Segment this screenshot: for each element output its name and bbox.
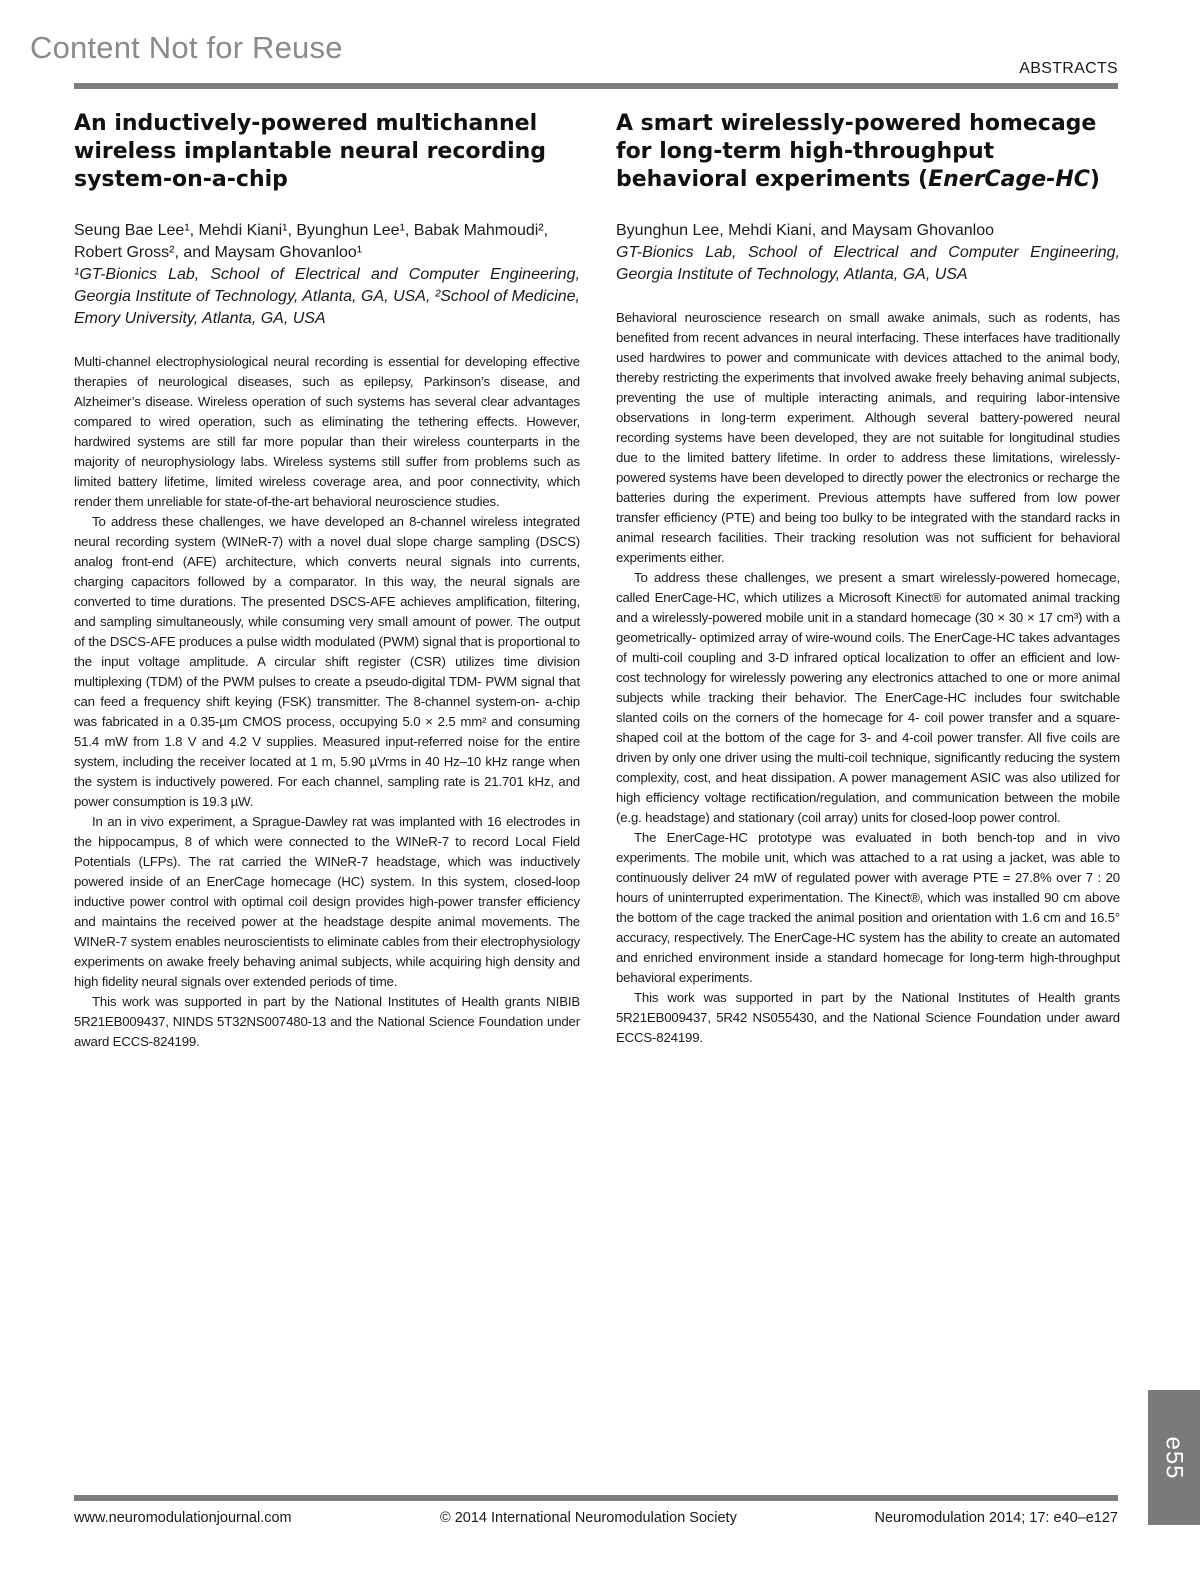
- right-abstract-title: [616, 110, 1120, 194]
- left-paragraph: This work was supported in part by the National Institutes of Health grants NIBIB 5R21EB009437, NINDS 5T32NS007480-13 and the National Science Foundation under award ECCS-824199.: [74, 994, 580, 1049]
- footer-website-link[interactable]: www.neuromodulationjournal.com: [74, 1510, 292, 1526]
- right-abstract-authors: Byunghun Lee, Mehdi Kiani, and Maysam Ghovanloo: [616, 222, 995, 239]
- right-paragraph: To address these challenges, we present a smart wirelessly-powered homecage, called EnerCage-HC, which utilizes a Microsoft Kinect® for automated animal tracking and a wirelessly-powered mobile unit in a standard homecage (30 × 30 × 17 cm³) with a geometrically- optimized array of wire-wound coils. The EnerCage-HC takes advantages of multi-coil coupling and 3-D infrared optical localization to offer an efficient and low-cost technology for wirelessly powering any electronics attached to one or more animal subjects while tracking their behavior. The EnerCage-HC includes four switchable slanted coils on the corners of the homecage for 4- coil power transfer and a square-shaped coil at the bottom of the cage for 3- and 4-coil power transfer. All five coils are driven by only one driver using the multi-coil technique, significantly reducing the system complexity, cost, and heat dissipation. A power management ASIC was also utilized for high efficiency voltage rectification/regulation, and communication between the mobile (e.g. headstage) and stationary (coil array) units for closed-loop power control.: [616, 570, 1120, 825]
- left-abstract: [74, 110, 580, 1052]
- page-number: e55: [1160, 1435, 1188, 1480]
- footer-copyright: © 2014 International Neuromodulation Society: [440, 1510, 737, 1526]
- right-title-italic: EnerCage-HC: [928, 167, 1090, 192]
- right-abstract: [616, 110, 1120, 1048]
- right-title-end: ): [1089, 167, 1100, 192]
- top-rule: [74, 83, 1118, 89]
- left-abstract-affiliation: ¹GT-Bionics Lab, School of Electrical and Computer Engineering, Georgia Institute of Technology, Atlanta, GA, USA, ²School of Medicine, Emory University, Atlanta, GA, USA: [74, 266, 580, 327]
- left-abstract-title: An inductively-powered multichannel wireless implantable neural recording system-on-a-chip: [74, 111, 547, 192]
- left-paragraph: To address these challenges, we have developed an 8-channel wireless integrated neural recording system (WINeR-7) with a novel dual slope charge sampling (DSCS) analog front-end (AFE) architecture, which converts neural signals into currents, charging capacitors followed by a comparator. In this way, the neural signals are converted to time durations. The presented DSCS-AFE achieves amplification, filtering, and sampling simultaneously, while consuming very small amount of power. The output of the DSCS-AFE produces a pulse width modulated (PWM) signal that is proportional to the input voltage amplitude. A circular shift register (CSR) utilizes time division multiplexing (TDM) of the PWM pulses to create a pseudo-digital TDM- PWM signal that can feed a frequency shift keying (FSK) transmitter. The 8-channel system-on- a-chip was fabricated in a 0.35-µm CMOS process, occupying 5.0 × 2.5 mm² and consuming 51.4 mW from 1.8 V and 4.2 V supplies. Measured input-referred noise for the entire system, including the receiver located at 1 m, 5.90 µVrms in 40 Hz–10 kHz range when the system is inductively powered. For each channel, sampling rate is 21.701 kHz, and power consumption is 19.3 µW.: [74, 514, 580, 809]
- right-paragraph: Behavioral neuroscience research on small awake animals, such as rodents, has benefited from recent advances in neural interfacing. These interfaces have traditionally used hardwires to power and communicate with devices attached to the animal body, thereby restricting the experiments that involved awake freely behaving animal subjects, preventing the use of multiple interacting animals, and requiring labor-intensive observations in long-term experiment. Although several battery-powered neural recording systems have been developed, they are not suitable for longitudinal studies due to the limited battery lifetime. In order to address these limitations, wirelessly-powered systems have been developed to directly power the electronics or recharge the batteries during the experiment. Previous attempts have suffered from low power transfer efficiency (PTE) and being too bulky to be integrated with the standard racks in animal research facilities. Their tracking resolution was not sufficient for behavioral experiments either.: [616, 310, 1120, 565]
- left-paragraph: In an in vivo experiment, a Sprague-Dawley rat was implanted with 16 electrodes in the hippocampus, 8 of which were connected to the WINeR-7 to record Local Field Potentials (LFPs). The rat carried the WINeR-7 headstage, which was inductively powered inside of an EnerCage homecage (HC) system. In this system, closed-loop inductive power control with optimal coil design provides high-power transfer efficiency and maintains the received power at the headstage despite animal movements. The WINeR-7 system enables neuroscientists to eliminate cables from their electrophysiology experiments on awake freely behaving animal subjects, while acquiring high density and high fidelity neural signals over extended periods of time.: [74, 814, 580, 989]
- right-title-main: A smart wirelessly-powered homecage for long-term high-throughput behavioral experiments (: [616, 111, 1097, 192]
- section-label: ABSTRACTS: [1019, 60, 1118, 77]
- page-number-tab: [1148, 1390, 1200, 1525]
- left-abstract-authors: Seung Bae Lee¹, Mehdi Kiani¹, Byunghun Lee¹, Babak Mahmoudi², Robert Gross², and Maysam Ghovanloo¹: [74, 222, 549, 261]
- right-abstract-affiliation: GT-Bionics Lab, School of Electrical and Computer Engineering, Georgia Institute of Technology, Atlanta, GA, USA: [616, 244, 1120, 283]
- left-abstract-body: [74, 352, 580, 1052]
- left-paragraph: Multi-channel electrophysiological neural recording is essential for developing effective therapies of neurological diseases, such as epilepsy, Parkinson’s disease, and Alzheimer’s disease. Wireless operation of such systems has several clear advantages compared to wired operation, such as eliminating the tethering effects. However, hardwired systems are still far more popular than their wireless counterparts in the majority of neurophysiology labs. Wireless systems still suffer from problems such as limited battery lifetime, limited wireless coverage area, and poor connectivity, which render them unreliable for state-of-the-art behavioral neuroscience studies.: [74, 354, 580, 509]
- watermark: Content Not for Reuse: [30, 30, 343, 65]
- right-paragraph: This work was supported in part by the National Institutes of Health grants 5R21EB009437, 5R42 NS055430, and the National Science Foundation under award ECCS-824199.: [616, 990, 1120, 1045]
- right-paragraph: The EnerCage-HC prototype was evaluated in both bench-top and in vivo experiments. The mobile unit, which was attached to a rat using a jacket, was able to continuously deliver 24 mW of regulated power with average PTE = 27.8% over 7 : 20 hours of uninterrupted experimentation. The Kinect®, which was installed 90 cm above the bottom of the cage tracked the animal position and orientation with 1.6 cm and 16.5° accuracy, respectively. The EnerCage-HC system has the ability to create an automated and enriched environment inside a standard homecage for long-term high-throughput behavioral experiments.: [616, 830, 1120, 985]
- right-abstract-body: [616, 308, 1120, 1048]
- bottom-rule: [74, 1495, 1118, 1501]
- footer-citation: Neuromodulation 2014; 17: e40–e127: [874, 1510, 1118, 1526]
